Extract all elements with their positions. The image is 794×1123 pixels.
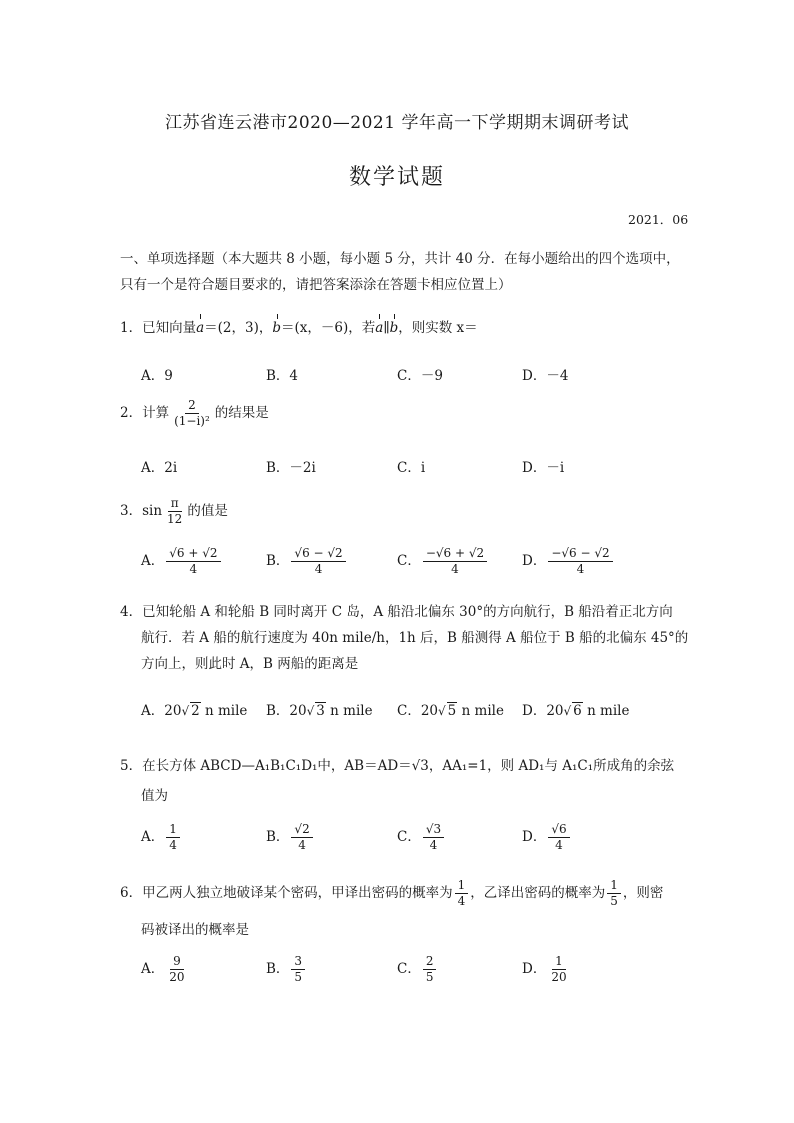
radical-sign: √	[438, 704, 446, 718]
vector-a: a	[196, 320, 205, 336]
radical-sign: √	[563, 704, 572, 718]
q6-option-d	[522, 954, 572, 985]
question-3	[120, 496, 228, 527]
option-label: B．	[266, 553, 290, 569]
fraction-denominator: 4	[576, 562, 585, 576]
q2-option-b: B．－2i	[266, 460, 316, 476]
question-number: 2．	[120, 405, 143, 421]
option-fraction	[166, 546, 220, 577]
question-4-line-3: 方向上，则此时 A，B 两船的距离是	[141, 656, 359, 672]
question-text: sin	[142, 503, 163, 519]
fraction-numerator: √2	[291, 822, 312, 838]
fraction-denominator: 4	[169, 838, 177, 852]
question-5	[120, 754, 674, 774]
question-number: 6．	[120, 885, 143, 901]
radicand: 2	[191, 703, 200, 719]
vector-a-ref: a	[375, 320, 384, 336]
q2-option-c: C．i	[397, 460, 426, 476]
option-fraction	[291, 546, 345, 577]
question-tail: 的结果是	[214, 405, 269, 421]
q3-option-d	[522, 546, 615, 577]
question-text-line-1: 已知轮船 A 和轮船 B 同时离开 C 岛，A 船沿北偏东 30°的方向航行，B 船沿着正北方向	[142, 604, 673, 620]
option-fraction	[166, 822, 180, 853]
option-fraction	[423, 822, 444, 853]
question-tail: ，则实数 x＝	[398, 320, 478, 336]
question-text: 已知向量	[142, 320, 197, 336]
question-tail: ，则密	[622, 885, 664, 901]
q4-option-c	[397, 699, 504, 719]
option-label: C．	[397, 553, 421, 569]
fraction-denominator: 4	[314, 562, 323, 576]
q2-option-a: A．2i	[141, 460, 178, 476]
q4-option-a	[141, 699, 247, 719]
option-fraction	[291, 822, 312, 853]
question-number: 3．	[120, 503, 143, 519]
option-label: A．20	[141, 703, 182, 719]
question-tail: 的值是	[187, 503, 228, 519]
q3-option-a	[141, 546, 223, 577]
question-6-line-2: 码被译出的概率是	[141, 922, 249, 938]
section-instructions: 一、单项选择题（本大题共 8 小题，每小题 5 分，共计 40 分．在每小题给出的四个选项中，只有一个是符合题目要求的，请把答案添涂在答题卡相应位置上）	[120, 251, 680, 293]
q6-option-c	[397, 954, 438, 985]
q1-option-d: D．－4	[522, 368, 569, 384]
option-label: A．	[141, 553, 165, 569]
q6-option-b	[266, 954, 307, 985]
option-label: A．	[141, 961, 165, 977]
question-text: 计算	[142, 405, 170, 421]
question-number: 5．	[120, 758, 143, 774]
vector-a-value: ＝(2，3)，	[204, 320, 273, 336]
q4-option-d	[522, 699, 629, 719]
question-1	[120, 316, 478, 336]
radical-sign: √	[306, 704, 315, 718]
fraction-numerator: 9	[170, 954, 184, 970]
fraction-denominator: 5	[610, 894, 618, 908]
option-label: B．	[266, 829, 290, 845]
fraction-denominator: 4	[457, 894, 466, 908]
fraction-denominator: (1−i)²	[174, 414, 210, 428]
option-label: D．	[522, 961, 547, 977]
exam-subtitle: 数学试题	[348, 165, 445, 190]
option-label: C．20	[397, 703, 439, 719]
fraction-numerator: −√6 + √2	[423, 546, 487, 562]
q3-option-b	[266, 546, 348, 577]
fraction-one-fifth	[607, 878, 621, 909]
exam-title: 江苏省连云港市2020—2021 学年高一下学期期末调研考试	[165, 113, 629, 133]
q4-option-b	[266, 699, 373, 719]
parallel-symbol: ∥	[383, 320, 390, 336]
fraction-numerator: 1	[166, 822, 180, 838]
fraction-denominator: 4	[189, 562, 198, 576]
radicand: 3	[316, 703, 325, 719]
option-fraction	[291, 954, 305, 985]
option-label: D．20	[522, 703, 564, 719]
option-fraction	[548, 546, 612, 577]
unit: n mile	[204, 703, 248, 719]
vector-b-value: ＝(x，－6)，若	[281, 320, 376, 336]
q1-option-c: C．－9	[397, 368, 443, 384]
question-text-mid: ，乙译出密码的概率为	[470, 885, 606, 901]
q5-option-d	[522, 822, 572, 853]
option-fraction	[166, 954, 187, 985]
q5-option-a	[141, 822, 182, 853]
fraction-numerator: √6 − √2	[291, 546, 345, 562]
fraction-denominator: 4	[429, 838, 438, 852]
fraction-numerator: 1	[455, 878, 469, 894]
question-4	[120, 600, 673, 620]
q5-option-b	[266, 822, 315, 853]
fraction-numerator: −√6 − √2	[548, 546, 612, 562]
radicand: 5	[447, 703, 457, 719]
q1-option-a: A．9	[141, 368, 173, 384]
option-label: B．	[266, 961, 290, 977]
question-number: 1．	[120, 320, 143, 336]
question-4-line-2: 航行．若 A 船的航行速度为 40n mile/h，1h 后，B 船测得 A 船位于 B 船的北偏东 45°的	[141, 630, 689, 646]
fraction-denominator: 20	[169, 970, 185, 984]
q5-option-c	[397, 822, 446, 853]
unit: n mile	[587, 703, 630, 719]
fraction-numerator: 2	[423, 954, 437, 970]
fraction-denominator: 12	[167, 512, 183, 526]
radical-sign: √	[181, 704, 190, 718]
option-fraction	[423, 546, 487, 577]
fraction-one-quarter	[455, 878, 469, 909]
fraction-denominator: 4	[451, 562, 459, 576]
q6-option-a	[141, 954, 190, 985]
fraction	[164, 496, 185, 527]
vector-b-ref: b	[389, 320, 399, 336]
option-label: D．	[522, 553, 547, 569]
unit: n mile	[330, 703, 373, 719]
option-fraction	[548, 822, 569, 853]
fraction-numerator: √3	[423, 822, 444, 838]
question-6	[120, 878, 663, 909]
option-label: A．	[141, 829, 165, 845]
fraction-denominator: 4	[298, 838, 306, 852]
fraction-numerator: 1	[607, 878, 621, 894]
option-fraction	[548, 954, 569, 985]
question-2	[120, 398, 269, 429]
fraction-numerator: π	[168, 496, 182, 512]
question-5-line-2: 值为	[141, 788, 168, 804]
vector-b: b	[272, 320, 282, 336]
option-label: B．20	[266, 703, 307, 719]
option-fraction	[423, 954, 437, 985]
fraction-denominator: 4	[555, 838, 563, 852]
question-number: 4．	[120, 604, 143, 620]
fraction-numerator: 1	[552, 954, 566, 970]
fraction-numerator: 3	[291, 954, 305, 970]
q3-option-c	[397, 546, 489, 577]
fraction-numerator: √6 + √2	[166, 546, 220, 562]
question-text: 甲乙两人独立地破译某个密码，甲译出密码的概率为	[142, 885, 453, 901]
fraction	[171, 398, 213, 429]
q1-option-b: B．4	[266, 368, 299, 384]
option-label: C．	[397, 829, 421, 845]
option-label: D．	[522, 829, 547, 845]
fraction-denominator: 20	[551, 970, 567, 984]
radicand: 6	[573, 703, 582, 719]
option-label: C．	[397, 961, 421, 977]
unit: n mile	[461, 703, 504, 719]
question-text-line-1: 在长方体 ABCD—A₁B₁C₁D₁中，AB＝AD＝√3，AA₁=1，则 AD₁与 A₁C₁所成角的余弦	[142, 758, 675, 774]
exam-date: 2021．06	[628, 212, 689, 227]
fraction-denominator: 5	[294, 970, 303, 984]
fraction-numerator: √6	[548, 822, 569, 838]
fraction-denominator: 5	[425, 970, 434, 984]
fraction-numerator: 2	[185, 398, 199, 414]
q2-option-d: D．－i	[522, 460, 565, 476]
